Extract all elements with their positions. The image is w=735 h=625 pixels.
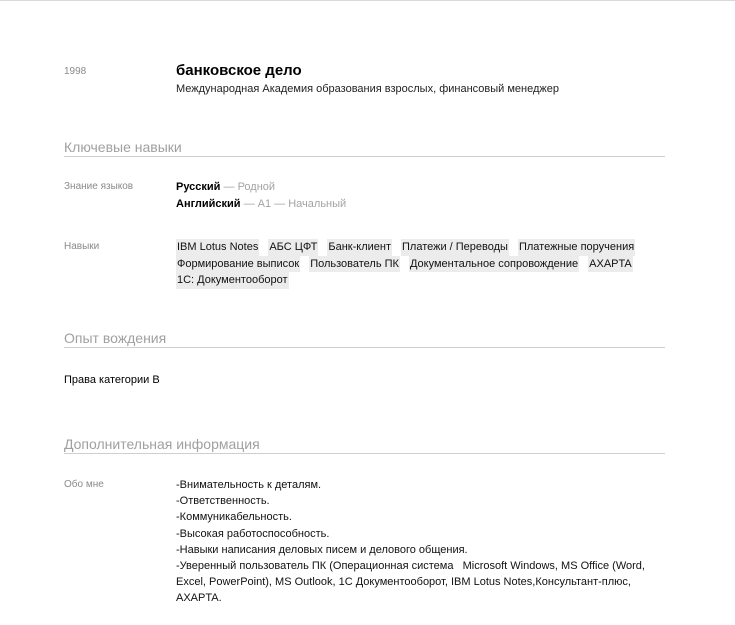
about-line: Excel, PowerPoint), MS Outlook, 1С Документооборот, IBM Lotus Notes,Консультант-плюс, [176, 576, 631, 589]
about-line: -Ответственность. [176, 495, 270, 508]
skill-tag: Платежи / Переводы [401, 239, 509, 256]
skills-tag-list [176, 239, 666, 289]
education-title: банковское дело [176, 62, 302, 79]
skill-tag: Документальное сопровождение [409, 256, 579, 273]
top-divider [0, 0, 735, 1]
about-line: -Коммуникабельность. [176, 511, 292, 524]
education-subtitle: Международная Академия образования взрослых, финансовый менеджер [176, 83, 560, 95]
section-heading-additional: Дополнительная информация [64, 436, 665, 454]
language-item [176, 179, 346, 196]
section-heading-key-skills: Ключевые навыки [64, 139, 665, 157]
skill-tag: 1С: Документооборот [176, 272, 289, 289]
skill-tag: Формирование выписок [176, 256, 300, 273]
section-heading-driving: Опыт вождения [64, 330, 665, 348]
about-line: -Внимательность к деталям. [176, 479, 322, 491]
skill-tag: AXAPTA [588, 256, 633, 273]
language-level: — Родной [220, 181, 276, 193]
about-line: -Уверенный пользователь ПК (Операционная система Microsoft Windows, MS Office (Word, [176, 560, 645, 573]
language-name: Русский [176, 181, 221, 193]
about-line: AXAPTA. [176, 592, 222, 605]
skill-tag: АБС ЦФТ [268, 239, 318, 256]
skills-label: Навыки [64, 241, 100, 252]
language-level: — A1 — Начальный [240, 198, 347, 210]
education-year: 1998 [64, 66, 87, 77]
languages-label: Знание языков [64, 181, 134, 192]
about-label: Обо мне [64, 479, 104, 490]
about-line: -Навыки написания деловых писем и делового общения. [176, 543, 468, 556]
about-line: -Высокая работоспособность. [176, 527, 330, 540]
skill-tag: Пользователь ПК [309, 256, 400, 273]
skill-tag: Банк-клиент [327, 239, 392, 256]
driving-license-text: Права категории B [64, 374, 160, 386]
languages-list [176, 179, 346, 213]
language-name: Английский [176, 198, 241, 210]
language-item [176, 196, 346, 213]
skill-tag: IBM Lotus Notes [176, 239, 259, 256]
about-text [176, 477, 656, 607]
skill-tag: Платежные поручения [518, 239, 635, 256]
